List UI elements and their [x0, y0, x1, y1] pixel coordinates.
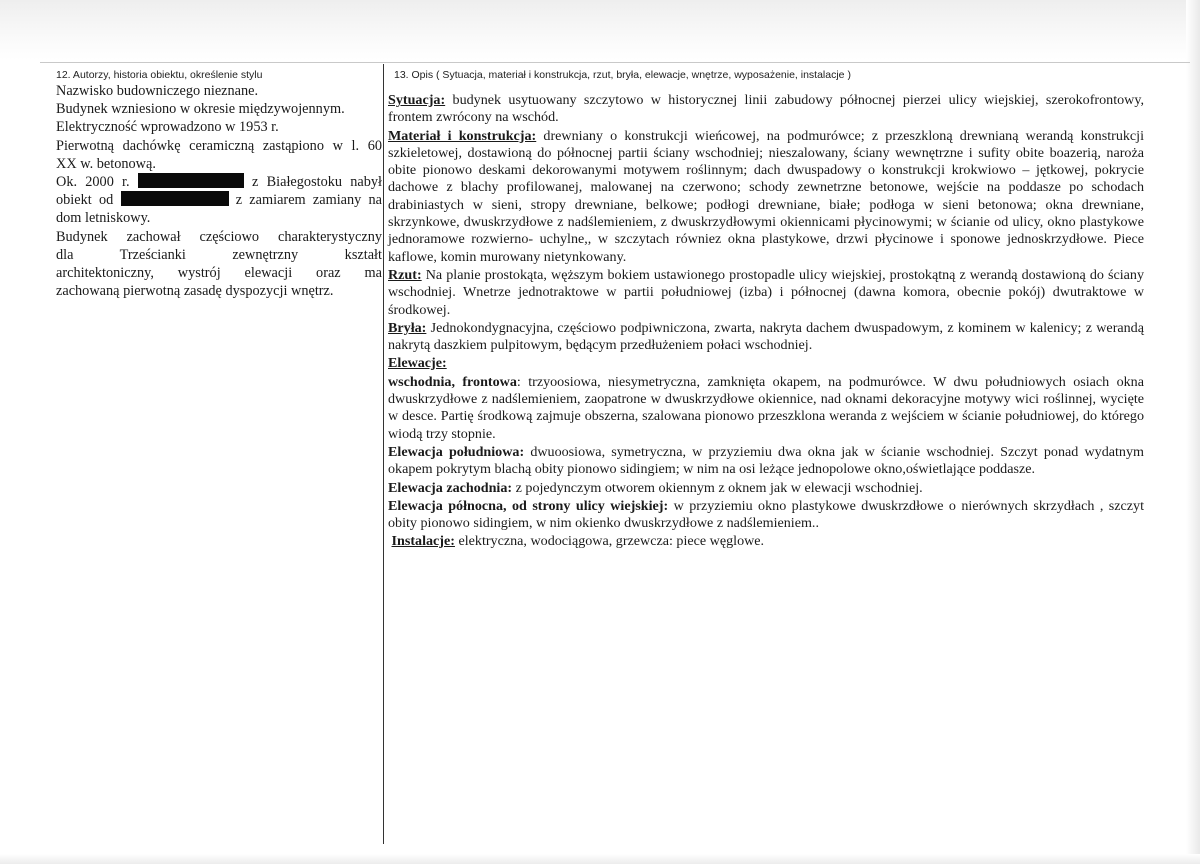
- material-text: drewniany o konstrukcji wieńcowej, na podmurówce; z przeszkloną drewnianą werandą konstrukcji szkieletowej, dostawioną do północnej partii ściany wschodniej; nieszalowany, ściany wewnętrzne i sufity obite boazerią, naroża obite pionowo deskami dekorowanymi motywem roślinnym; dach dwuspadowy o konstrukcji krokwiowo – jętkowej, pokrycie dachowe z blachy profilowanej, malowanej na czerwono; schody zewnetrzne betonowe, wejście na poddasze po schodach drabiniastych w sieni, stropy drewniane, belkowe; podłogi drewniane, białe; podłoga w sieni betonowa; okna drewniane, skrzynkowe, dwuskrzydłowe z nadślemieniem, z dwuskrzydłowymi okiennicami płycinowymi; w ścianie od ulicy, okno plastykowe jednoramowe rozwierno- uchylne,, w szczytach równiez okna plastykowe, drzwi płycinowe i sponowe jednoskrzydłowe. Piece kaflowe, komin murowany nietynkowany.: [388, 127, 1144, 265]
- north-elevation-text: w przyziemiu okno plastykowe dwuskrzdłowe o nierównych skrzydłach , szczyt obity pionowo sidingiem, w nim okienko dwuskrzydłowe z nadślemieniem..: [388, 497, 1144, 532]
- massing-paragraph: [388, 320, 1144, 355]
- electricity-line: Elektryczność wprowadzono w 1953 r.: [56, 119, 279, 136]
- south-elevation-text: dwuoosiowa, symetryczna, w przyziemiu dwa okna jak w ścianie wschodniej. Szczyt ponad wydatnym okapem pokrytym blachą obity pionowo sidingiem; w nim na osi leżące jednopolowe okno,oświetlające poddasze.: [388, 443, 1144, 478]
- east-elevation-text: : trzyoosiowa, niesymetryczna, zamknięta okapem, na podmurówce. W dwu południowych osiach okna dwuskrzydłowe z nadślemieniem, zaopatrone w dwuskrzydłowe okiennice, nad oknami dekoracyjne motywy wici roślinnej, wycięte w desce. Partię środkową zajmuje obszerna, szalowana pionowo przeszklona weranda z wejściem w ścianie południowej, do którego wiodą trzy stopnie.: [388, 373, 1144, 442]
- builder-line: Nazwisko budowniczego nieznane.: [56, 83, 259, 99]
- section-12-history: [56, 68, 382, 300]
- style-line-3: architektoniczny, wystrój elewacji oraz ma: [56, 265, 382, 282]
- owner-line-1-start: Ok. 2000 r.: [56, 174, 130, 191]
- east-elevation-label: wschodnia, frontowa: [388, 373, 517, 390]
- elevations-heading: [388, 355, 1144, 372]
- massing-label: Bryła:: [388, 319, 427, 336]
- owner-line-2-start: obiekt od: [56, 192, 114, 209]
- style-line-1: Budynek zachował częściowo charakterystyczny: [56, 228, 382, 245]
- section-13-description: [388, 68, 1144, 551]
- owner-line-2: [56, 191, 382, 209]
- redaction-box: [121, 191, 229, 206]
- west-elevation-paragraph: [388, 480, 1144, 497]
- owner-line-1-end: z Białegostoku nabył: [252, 174, 383, 191]
- style-line-4: zachowaną pierwotną zasadę dyspozycji wnętrz.: [56, 283, 334, 300]
- installations-label: Instalacje:: [391, 533, 455, 550]
- north-elevation-label: Elewacja północna, od strony ulicy wiejskiej:: [388, 497, 669, 514]
- west-elevation-label: Elewacja zachodnia:: [388, 479, 513, 496]
- scan-right-shadow: [1186, 0, 1200, 864]
- column-divider: [383, 64, 384, 844]
- material-label: Materiał i konstrukcja:: [388, 127, 537, 144]
- scan-top-shadow: [0, 0, 1200, 60]
- section-13-header: 13. Opis ( Sytuacja, materiał i konstrukcja, rzut, bryła, elewacje, wnętrze, wyposażenie, instalacje ): [394, 69, 851, 81]
- section-12-header: 12. Autorzy, historia obiektu, określenie stylu: [56, 69, 263, 81]
- installations-text: elektryczna, wodociągowa, grzewcza: piece węglowe.: [454, 533, 765, 550]
- elevations-label: Elewacje:: [388, 355, 447, 372]
- owner-line-2-end: z zamiarem zamiany na: [235, 192, 383, 209]
- plan-label: Rzut:: [388, 266, 422, 283]
- west-elevation-text: z pojedynczym otworem okiennym z oknem jak w elewacji wschodniej.: [512, 479, 923, 496]
- scan-bottom-shadow: [0, 854, 1200, 864]
- plan-text: Na planie prostokąta, węższym bokiem ustawionego prostopadle ulicy wiejskiej, prostokątną z werandą dostawioną do ściany wschodniej. Wnetrze jednotraktowe w partii południowej (izba) i północnej (dawna komora, obecnie pokój) dwutraktowe w środkowej.: [388, 266, 1144, 318]
- material-paragraph: [388, 128, 1144, 266]
- massing-text: Jednokondygnacyjna, częściowo podpiwniczona, zwarta, nakryta dachem dwuspadowym, z kominem w kalenicy; z werandą nakrytą daszkiem pulpitowym, będącym przedłużeniem połaci wschodniej.: [388, 319, 1144, 354]
- south-elevation-paragraph: [388, 444, 1144, 479]
- plan-paragraph: [388, 267, 1144, 319]
- owner-line-3: dom letniskowy.: [56, 210, 151, 227]
- east-elevation-paragraph: [388, 374, 1144, 443]
- installations-paragraph: [388, 533, 1144, 550]
- situation-paragraph: [388, 92, 1144, 127]
- table-top-border: [40, 62, 1190, 63]
- owner-line-1: [56, 173, 382, 191]
- construction-period-line: Budynek wzniesiono w okresie międzywojennym.: [56, 101, 345, 118]
- situation-label: Sytuacja:: [388, 92, 446, 108]
- history-paragraph: [56, 82, 382, 300]
- style-line-2: dla Trześcianki zewnętrzny kształt: [56, 246, 382, 263]
- situation-text: budynek usytuowany szczytowo w historycznej linii zabudowy północnej pierzei ulicy wiejskiej, szerokofrontowy, frontem zwrócony na wschód.: [388, 92, 1144, 126]
- roof-tile-line-1: Pierwotną dachówkę ceramiczną zastąpiono w l. 60: [56, 137, 382, 154]
- south-elevation-label: Elewacja południowa:: [388, 443, 525, 460]
- roof-tile-line-2: XX w. betonową.: [56, 155, 156, 172]
- north-elevation-paragraph: [388, 498, 1144, 533]
- redaction-box: [138, 173, 244, 188]
